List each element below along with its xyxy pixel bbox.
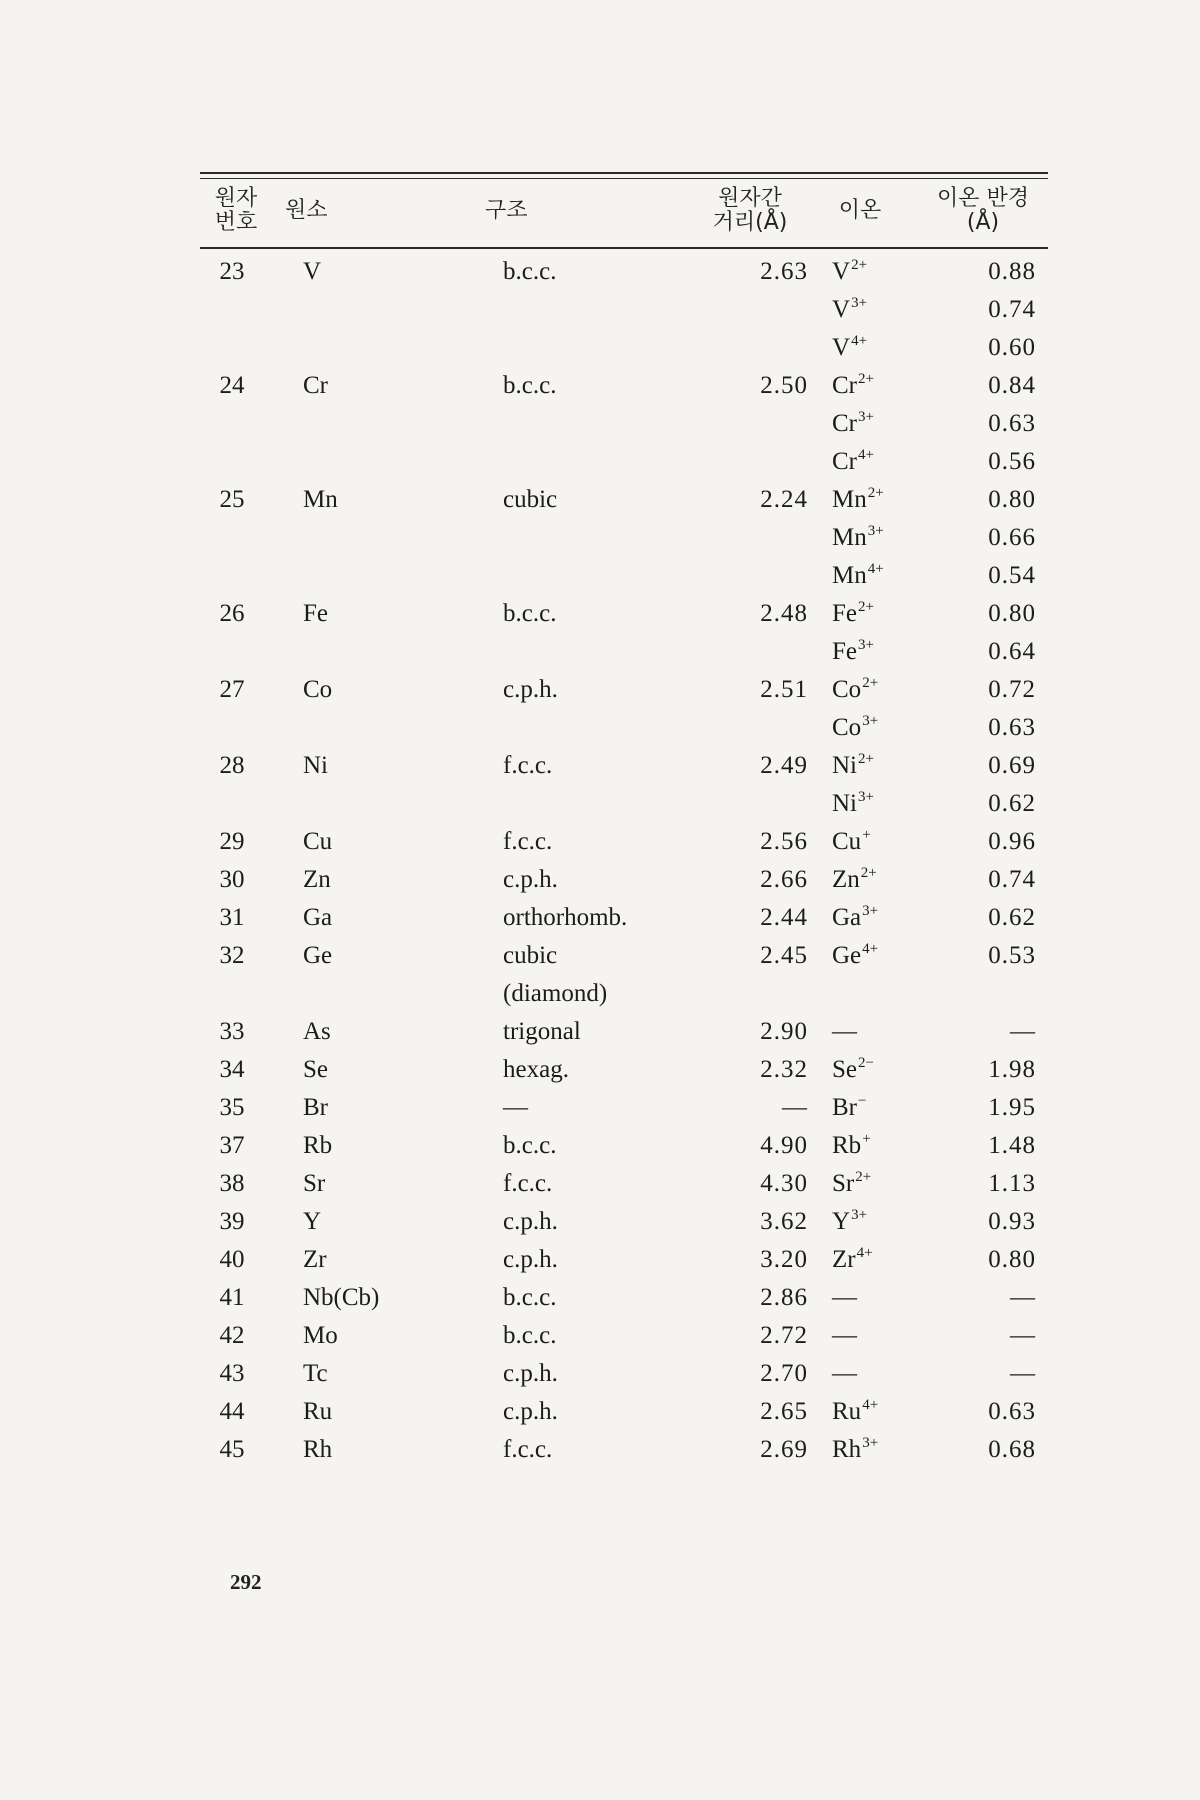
atomic-number-cell: 28 [219,752,245,779]
ion-symbol: — [832,1322,857,1349]
ion-symbol: Ru [832,1398,862,1425]
ion-charge: 4+ [856,1245,873,1261]
header-distance-line1: 원자간 [718,186,782,211]
ion-symbol: Ge [832,942,862,969]
ion-charge: 2− [858,1055,874,1071]
table-row [200,633,1048,671]
atomic-number-cell: 32 [219,942,245,969]
ion-symbol: Rh [832,1436,862,1463]
table-row [200,329,1048,367]
element-cell: Ga [303,904,333,931]
table-row [200,367,1048,405]
atomic-number-cell: 23 [219,258,245,285]
ion-cell [832,519,884,557]
ion-symbol: Mn [832,524,867,551]
radius-cell: 0.64 [988,638,1036,665]
header-atomic-number [210,187,262,235]
element-cell: V [303,258,322,285]
ion-cell [832,861,877,899]
ion-cell [832,367,874,405]
structure-cell: c.p.h. [503,1246,558,1273]
ion-symbol: Co [832,714,862,741]
radius-cell: 0.62 [988,790,1036,817]
radius-cell: 0.66 [988,524,1036,551]
radius-cell: 0.62 [988,904,1036,931]
ion-cell [832,1089,866,1127]
ion-charge: + [862,1131,871,1147]
structure-cell: orthorhomb. [503,904,628,931]
ion-cell [832,709,878,747]
ion-charge: 3+ [851,1207,868,1223]
radius-cell: 1.13 [988,1170,1036,1197]
ion-symbol: V [832,258,851,285]
ion-symbol: Rb [832,1132,862,1159]
ion-charge: + [862,827,871,843]
ion-symbol: Ga [832,904,862,931]
radius-cell: 1.48 [988,1132,1036,1159]
element-cell: Ni [303,752,328,779]
radius-cell: 0.88 [988,258,1036,285]
structure-cell: — [503,1094,528,1121]
ion-symbol: Cu [832,828,862,855]
ion-cell [832,1013,857,1051]
table-row [200,747,1048,785]
ion-cell [832,1393,878,1431]
table-row [200,1279,1048,1317]
ion-cell [832,633,874,671]
structure-cell: b.c.c. [503,258,557,285]
structure-cell: c.p.h. [503,1360,558,1387]
ion-charge: 2+ [858,599,874,615]
radius-cell: 0.68 [988,1436,1036,1463]
ion-cell [832,405,874,443]
radius-cell: 0.63 [988,714,1036,741]
distance-cell: 2.48 [760,600,808,627]
header-atomic-number-line2: 번호 [214,210,258,235]
atomic-number-cell: 40 [219,1246,245,1273]
table-row [200,1317,1048,1355]
distance-cell: 2.63 [760,258,808,285]
atomic-number-cell: 27 [219,676,245,703]
structure-cell: cubic [503,486,558,513]
radius-cell: — [1010,1018,1036,1045]
table-row [200,1203,1048,1241]
structure-cell: c.p.h. [503,866,558,893]
header-rule [200,247,1048,249]
radius-cell: 0.53 [988,942,1036,969]
radius-cell: — [1010,1360,1036,1387]
structure-cell: cubic [503,942,558,969]
table-row [200,595,1048,633]
table-row [200,1165,1048,1203]
atomic-number-cell: 41 [219,1284,245,1311]
ion-cell [832,1355,857,1393]
ion-charge: 3+ [862,903,879,919]
atomic-number-cell: 35 [219,1094,245,1121]
ion-symbol: Zr [832,1246,856,1273]
table-row [200,1051,1048,1089]
table-row [200,1013,1048,1051]
radius-cell: 0.80 [988,486,1036,513]
atomic-number-cell: 44 [219,1398,245,1425]
table-row [200,785,1048,823]
table-row [200,443,1048,481]
header-ion: 이온 [838,198,882,223]
element-cell: Zn [303,866,331,893]
structure-cell: b.c.c. [503,372,557,399]
structure-cell: c.p.h. [503,1208,558,1235]
atomic-number-cell: 42 [219,1322,245,1349]
table-row [200,975,1048,1013]
distance-cell: 4.30 [760,1170,808,1197]
element-cell: Fe [303,600,328,627]
structure-cell: c.p.h. [503,676,558,703]
element-cell: Ge [303,942,333,969]
distance-cell: 2.45 [760,942,808,969]
radius-cell: 0.80 [988,600,1036,627]
ion-symbol: V [832,334,851,361]
distance-cell: — [782,1094,808,1121]
ion-charge: 4+ [862,941,879,957]
ion-symbol: Cr [832,372,857,399]
element-cell: Co [303,676,333,703]
ion-charge: 3+ [851,295,868,311]
distance-cell: 2.56 [760,828,808,855]
table-row [200,937,1048,975]
header-structure: 구조 [485,198,528,223]
ion-cell [832,329,867,367]
page-number: 292 [230,1570,262,1594]
atomic-number-cell: 29 [219,828,245,855]
ion-cell [832,1127,871,1165]
radius-cell: 0.72 [988,676,1036,703]
structure-cell: c.p.h. [503,1398,558,1425]
element-cell: Sr [303,1170,326,1197]
element-table [200,172,1048,1469]
ion-symbol: Mn [832,486,867,513]
header-radius-line1: 이온 반경 [936,186,1029,211]
radius-cell: 0.60 [988,334,1036,361]
header-interatomic-distance [690,187,810,235]
ion-symbol: Co [832,676,862,703]
atomic-number-cell: 39 [219,1208,245,1235]
table-row [200,823,1048,861]
ion-cell [832,253,867,291]
radius-cell: 0.96 [988,828,1036,855]
structure-cell: f.c.c. [503,752,553,779]
ion-cell [832,1165,871,1203]
table-row [200,709,1048,747]
element-cell: Cr [303,372,328,399]
distance-cell: 2.69 [760,1436,808,1463]
structure-cell: b.c.c. [503,1132,557,1159]
table-body [200,253,1048,1469]
ion-symbol: Ni [832,752,857,779]
element-cell: Mn [303,486,338,513]
radius-cell: 0.63 [988,1398,1036,1425]
ion-cell [832,671,878,709]
distance-cell: 2.86 [760,1284,808,1311]
element-cell: Mo [303,1322,338,1349]
radius-cell: 0.93 [988,1208,1036,1235]
ion-symbol: — [832,1360,857,1387]
distance-cell: 2.72 [760,1322,808,1349]
element-cell: Se [303,1056,328,1083]
ion-symbol: Zn [832,866,860,893]
atomic-number-cell: 31 [219,904,245,931]
atomic-number-cell: 34 [219,1056,245,1083]
table-row [200,1393,1048,1431]
distance-cell: 2.51 [760,676,808,703]
table-header [200,179,1048,241]
table-row [200,291,1048,329]
ion-charge: 4+ [862,1397,879,1413]
ion-symbol: Fe [832,600,857,627]
header-ionic-radius [920,187,1046,235]
table-row [200,899,1048,937]
element-cell: Br [303,1094,328,1121]
distance-cell: 3.62 [760,1208,808,1235]
ion-cell [832,1051,874,1089]
ion-cell [832,1241,873,1279]
distance-cell: 2.49 [760,752,808,779]
atomic-number-cell: 45 [219,1436,245,1463]
distance-cell: 2.50 [760,372,808,399]
element-cell: Zr [303,1246,327,1273]
atomic-number-cell: 43 [219,1360,245,1387]
radius-cell: — [1010,1284,1036,1311]
distance-cell: 4.90 [760,1132,808,1159]
atomic-number-cell: 30 [219,866,245,893]
table-row [200,861,1048,899]
ion-charge: 3+ [858,789,874,805]
ion-symbol: — [832,1018,857,1045]
ion-charge: 3+ [867,523,884,539]
structure-cell: b.c.c. [503,1322,557,1349]
atomic-number-cell: 24 [219,372,245,399]
ion-cell [832,1203,867,1241]
ion-charge: 2+ [858,751,874,767]
ion-cell [832,481,884,519]
distance-cell: 2.70 [760,1360,808,1387]
table-row [200,1431,1048,1469]
radius-cell: 0.69 [988,752,1036,779]
ion-charge: 2+ [867,485,884,501]
radius-cell: 0.84 [988,372,1036,399]
header-element: 원소 [285,198,328,223]
ion-charge: 2+ [860,865,877,881]
structure-cell: hexag. [503,1056,569,1083]
structure-cell: trigonal [503,1018,581,1045]
structure-cell: f.c.c. [503,828,553,855]
ion-cell [832,595,874,633]
table-row [200,481,1048,519]
structure-cell: b.c.c. [503,600,557,627]
header-atomic-number-line1: 원자 [214,186,258,211]
ion-cell [832,747,874,785]
ion-symbol: Fe [832,638,857,665]
radius-cell: 1.95 [988,1094,1036,1121]
ion-symbol: Se [832,1056,857,1083]
structure-cell: (diamond) [503,980,608,1007]
radius-cell: 0.74 [988,296,1036,323]
ion-charge: 2+ [851,257,868,273]
atomic-number-cell: 37 [219,1132,245,1159]
ion-charge: 2+ [858,371,874,387]
ion-symbol: Br [832,1094,857,1121]
radius-cell: 0.74 [988,866,1036,893]
ion-cell [832,443,874,481]
radius-cell: 0.54 [988,562,1036,589]
structure-cell: f.c.c. [503,1170,553,1197]
ion-symbol: Ni [832,790,857,817]
distance-cell: 2.66 [760,866,808,893]
ion-charge: 2+ [862,675,879,691]
element-cell: Rh [303,1436,333,1463]
element-cell: As [303,1018,331,1045]
ion-symbol: Cr [832,448,857,475]
radius-cell: — [1010,1322,1036,1349]
distance-cell: 3.20 [760,1246,808,1273]
ion-cell [832,291,867,329]
element-cell: Ru [303,1398,333,1425]
distance-cell: 2.44 [760,904,808,931]
ion-cell [832,557,884,595]
structure-cell: b.c.c. [503,1284,557,1311]
element-cell: Rb [303,1132,333,1159]
ion-charge: 4+ [867,561,884,577]
ion-charge: 4+ [851,333,868,349]
structure-cell: f.c.c. [503,1436,553,1463]
ion-cell [832,1431,878,1469]
table-row [200,1355,1048,1393]
ion-symbol: V [832,296,851,323]
element-cell: Nb(Cb) [303,1284,380,1311]
table-row [200,253,1048,291]
table-row [200,557,1048,595]
radius-cell: 0.56 [988,448,1036,475]
element-cell: Tc [303,1360,328,1387]
ion-symbol: Y [832,1208,851,1235]
table-row [200,1127,1048,1165]
ion-symbol: — [832,1284,857,1311]
ion-charge: 4+ [858,447,874,463]
distance-cell: 2.32 [760,1056,808,1083]
header-radius-line2: (Å) [966,210,1000,235]
ion-charge: 2+ [855,1169,872,1185]
distance-cell: 2.24 [760,486,808,513]
ion-charge: − [858,1093,867,1109]
ion-symbol: Cr [832,410,857,437]
atomic-number-cell: 26 [219,600,245,627]
distance-cell: 2.65 [760,1398,808,1425]
table-row [200,519,1048,557]
ion-symbol: Sr [832,1170,855,1197]
ion-cell [832,937,878,975]
ion-charge: 3+ [862,1435,879,1451]
top-rule [200,172,1048,174]
ion-charge: 3+ [858,637,874,653]
ion-symbol: Mn [832,562,867,589]
radius-cell: 1.98 [988,1056,1036,1083]
atomic-number-cell: 33 [219,1018,245,1045]
ion-cell [832,899,878,937]
ion-charge: 3+ [858,409,874,425]
ion-cell [832,785,874,823]
distance-cell: 2.90 [760,1018,808,1045]
header-distance-line2: 거리(Å) [712,210,788,235]
table-row [200,1241,1048,1279]
table-row [200,1089,1048,1127]
atomic-number-cell: 25 [219,486,245,513]
table-row [200,405,1048,443]
atomic-number-cell: 38 [219,1170,245,1197]
table-row [200,671,1048,709]
ion-cell [832,1317,857,1355]
element-cell: Cu [303,828,333,855]
ion-cell [832,823,871,861]
ion-cell [832,1279,857,1317]
element-cell: Y [303,1208,322,1235]
radius-cell: 0.80 [988,1246,1036,1273]
ion-charge: 3+ [862,713,879,729]
radius-cell: 0.63 [988,410,1036,437]
